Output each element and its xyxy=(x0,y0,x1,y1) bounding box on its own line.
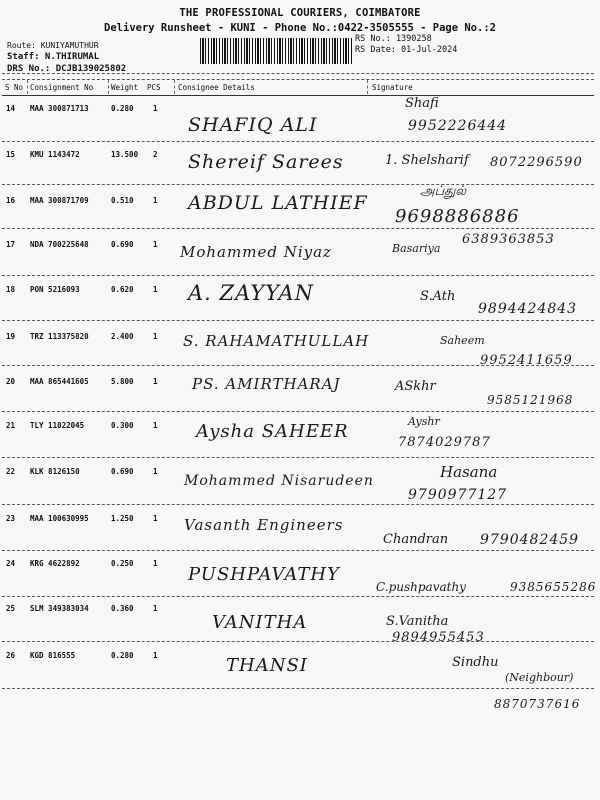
row-sno: 21 xyxy=(6,421,16,430)
row-sno: 18 xyxy=(6,285,16,294)
row-weight: 5.800 xyxy=(111,377,134,386)
consignee-handwritten: Aysha SAHEER xyxy=(196,421,349,442)
row-pcs: 1 xyxy=(153,285,158,294)
row-divider xyxy=(2,688,594,689)
phone-handwritten: 9790482459 xyxy=(480,532,580,548)
consignee-handwritten: THANSI xyxy=(226,655,308,676)
row-sno: 22 xyxy=(6,467,16,476)
row-weight: 0.510 xyxy=(111,196,134,205)
row-sno: 14 xyxy=(6,104,16,113)
row-sno: 26 xyxy=(6,651,16,660)
consignee-handwritten: S. RAHAMATHULLAH xyxy=(183,332,370,350)
phone-handwritten: 6389363853 xyxy=(462,232,555,247)
signature-note-handwritten: (Neighbour) xyxy=(505,671,574,684)
row-divider xyxy=(2,504,594,505)
row-sno: 17 xyxy=(6,240,16,249)
signature-handwritten: Shafi xyxy=(405,96,439,111)
row-consignment: PON 5216093 xyxy=(30,285,80,294)
row-divider xyxy=(2,320,594,321)
consignee-handwritten: PS. AMIRTHARAJ xyxy=(192,375,341,393)
row-weight: 0.690 xyxy=(111,240,134,249)
runsheet-title: Delivery Runsheet - KUNI - Phone No.:0422-3505555 - Page No.:2 xyxy=(104,22,496,34)
phone-handwritten: 9894955453 xyxy=(392,630,485,645)
col-signature: Signature xyxy=(372,83,413,92)
signature-handwritten: Basariya xyxy=(392,242,441,255)
phone-handwritten: 9790977127 xyxy=(408,487,508,503)
drs-number: DRS No.: DCJB139025802 xyxy=(7,64,127,74)
signature-handwritten: C.pushpavathy xyxy=(376,580,466,594)
signature-handwritten: Hasana xyxy=(440,463,498,481)
consignee-handwritten: A. ZAYYAN xyxy=(188,281,315,305)
col-divider xyxy=(27,80,28,94)
row-pcs: 1 xyxy=(153,651,158,660)
consignee-handwritten: Mohammed Nisarudeen xyxy=(184,473,374,489)
row-pcs: 1 xyxy=(153,467,158,476)
signature-handwritten: S.Vanitha xyxy=(386,614,449,629)
row-pcs: 1 xyxy=(153,421,158,430)
row-sno: 25 xyxy=(6,604,16,613)
signature-handwritten: Chandran xyxy=(383,532,449,547)
row-divider xyxy=(2,550,594,551)
row-consignment: KGD 816555 xyxy=(30,651,76,660)
row-consignment: TRZ 113375820 xyxy=(30,332,89,341)
col-sno: S No xyxy=(5,83,24,92)
col-pcs: PCS xyxy=(147,83,161,92)
row-pcs: 1 xyxy=(153,604,158,613)
signature-handwritten: ASkhr xyxy=(395,379,436,394)
col-consignee: Consignee Details xyxy=(178,83,255,92)
row-pcs: 1 xyxy=(153,514,158,523)
row-pcs: 1 xyxy=(153,559,158,568)
row-sno: 15 xyxy=(6,150,16,159)
row-divider xyxy=(2,228,594,229)
row-divider xyxy=(2,596,594,597)
row-divider xyxy=(2,184,594,185)
row-consignment: KLK 8126150 xyxy=(30,467,80,476)
col-weight: Weight xyxy=(111,83,139,92)
col-consignment: Consignment No xyxy=(30,83,94,92)
row-weight: 0.690 xyxy=(111,467,134,476)
row-pcs: 1 xyxy=(153,377,158,386)
row-consignment: MAA 865441605 xyxy=(30,377,89,386)
phone-handwritten: 9952411659 xyxy=(480,353,573,368)
row-weight: 0.620 xyxy=(111,285,134,294)
phone-handwritten: 9894424843 xyxy=(478,301,578,317)
header-divider xyxy=(2,73,594,74)
phone-handwritten: 9698886886 xyxy=(395,206,520,227)
row-weight: 0.280 xyxy=(111,104,134,113)
row-pcs: 1 xyxy=(153,332,158,341)
row-sno: 19 xyxy=(6,332,16,341)
row-consignment: TLY 11022045 xyxy=(30,421,85,430)
row-pcs: 1 xyxy=(153,240,158,249)
barcode xyxy=(200,38,352,64)
row-divider xyxy=(2,141,594,142)
col-divider xyxy=(367,80,368,94)
row-divider xyxy=(2,457,594,458)
signature-handwritten: Saheem xyxy=(440,334,485,347)
row-weight: 0.300 xyxy=(111,421,134,430)
row-sno: 20 xyxy=(6,377,16,386)
row-divider xyxy=(2,641,594,642)
consignee-handwritten: Mohammed Niyaz xyxy=(180,243,332,261)
phone-handwritten: 7874029787 xyxy=(398,435,491,450)
row-weight: 0.280 xyxy=(111,651,134,660)
row-weight: 2.400 xyxy=(111,332,134,341)
row-consignment: NDA 700225648 xyxy=(30,240,89,249)
company-name: THE PROFESSIONAL COURIERS, COIMBATORE xyxy=(179,7,421,19)
phone-handwritten: 8072296590 xyxy=(490,155,583,170)
consignee-handwritten: PUSHPAVATHY xyxy=(188,564,340,585)
route: Route: KUNIYAMUTHUR xyxy=(7,41,99,50)
table-top-border xyxy=(2,79,594,80)
rs-date: RS Date: 01-Jul-2024 xyxy=(355,45,458,55)
row-consignment: KMU 1143472 xyxy=(30,150,80,159)
phone-handwritten: 9585121968 xyxy=(487,393,574,407)
row-divider xyxy=(2,365,594,366)
row-sno: 16 xyxy=(6,196,16,205)
row-consignment: KRG 4622892 xyxy=(30,559,80,568)
row-sno: 24 xyxy=(6,559,16,568)
row-consignment: MAA 300871709 xyxy=(30,196,89,205)
signature-handwritten: S.Ath xyxy=(420,289,456,304)
consignee-handwritten: ABDUL LATHIEF xyxy=(188,192,368,214)
row-consignment: SLM 349383034 xyxy=(30,604,89,613)
signature-handwritten: Ayshr xyxy=(408,415,440,428)
col-divider xyxy=(108,80,109,94)
header-bottom-border xyxy=(2,95,594,96)
signature-handwritten: Sindhu xyxy=(452,655,499,670)
row-pcs: 1 xyxy=(153,104,158,113)
phone-handwritten: 9385655286 xyxy=(510,580,597,594)
consignee-handwritten: SHAFIQ ALI xyxy=(188,114,318,136)
consignee-handwritten: Shereif Sarees xyxy=(188,151,344,173)
row-divider xyxy=(2,275,594,276)
row-weight: 0.360 xyxy=(111,604,134,613)
row-divider xyxy=(2,411,594,412)
row-pcs: 2 xyxy=(153,150,158,159)
col-divider xyxy=(174,80,175,94)
row-weight: 0.250 xyxy=(111,559,134,568)
row-consignment: MAA 100630995 xyxy=(30,514,89,523)
consignee-handwritten: Vasanth Engineers xyxy=(184,516,344,534)
signature-handwritten: 1. Shelsharif xyxy=(385,153,469,168)
row-weight: 13.500 xyxy=(111,150,139,159)
row-weight: 1.250 xyxy=(111,514,134,523)
rs-number: RS No.: 1390258 xyxy=(355,34,432,44)
row-pcs: 1 xyxy=(153,196,158,205)
phone-handwritten: 8870737616 xyxy=(494,697,581,711)
row-sno: 23 xyxy=(6,514,16,523)
staff: Staff: N.THIRUMAL xyxy=(7,52,100,62)
consignee-handwritten: VANITHA xyxy=(212,612,308,633)
signature-handwritten: அப்துல் xyxy=(420,184,467,199)
row-consignment: MAA 300871713 xyxy=(30,104,89,113)
phone-handwritten: 9952226444 xyxy=(408,118,508,134)
